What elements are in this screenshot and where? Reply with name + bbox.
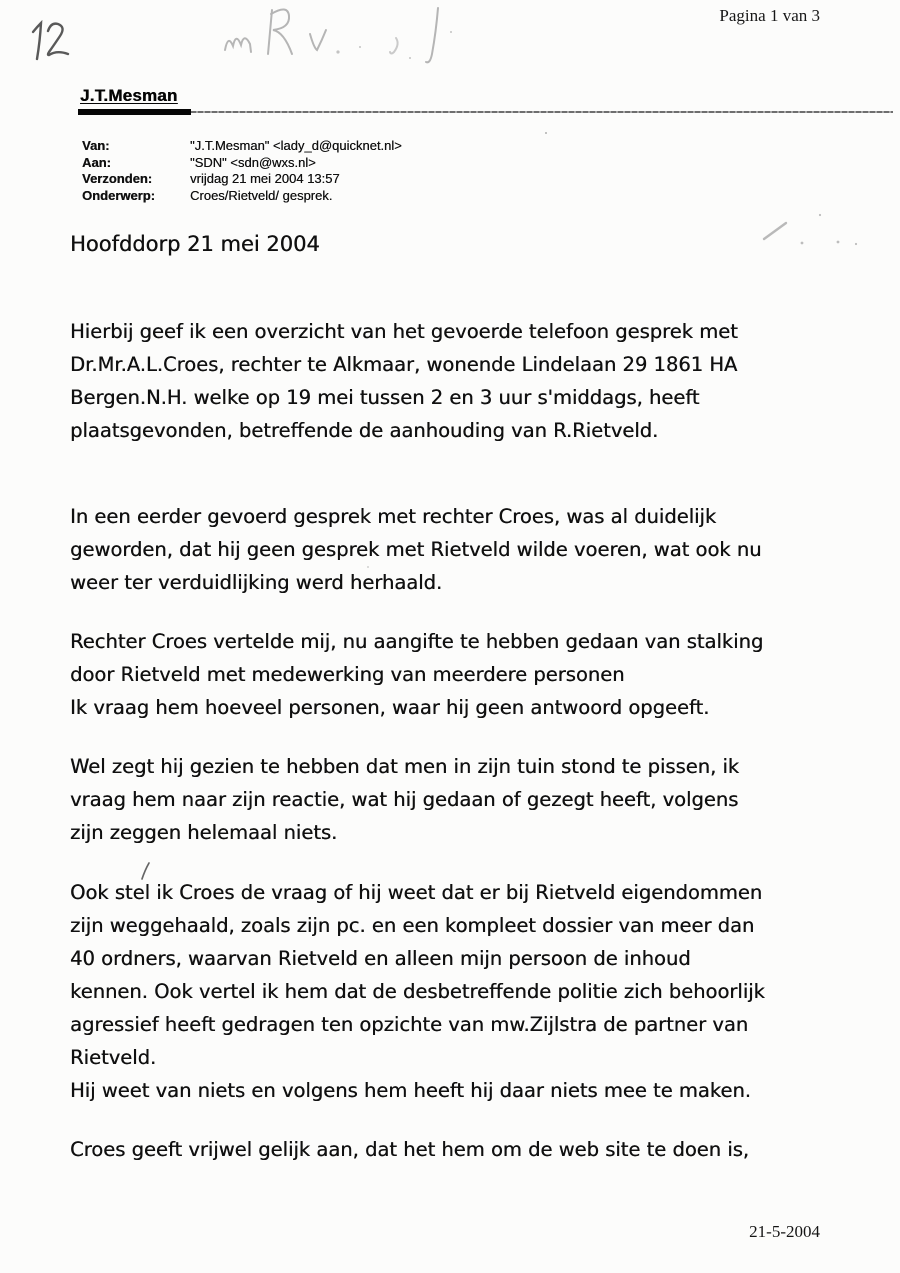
paragraph [70, 1133, 860, 1166]
letter-line: Croes geeft vrijwel gelijk aan, dat het hem om de web site te doen is, [70, 1138, 749, 1161]
letter-line: Hij weet van niets en volgens hem heeft hij daar niets mee te maken. [70, 1079, 751, 1102]
letter-line: plaatsgevonden, betreffende de aanhouding van R.Rietveld. [70, 419, 659, 442]
to-value: "SDN" <sdn@wxs.nl> [190, 154, 316, 170]
paragraph [70, 876, 860, 1107]
email-header-row-sent [82, 171, 402, 188]
dateline: Hoofddorp 21 mei 2004 [70, 232, 320, 256]
letter-line: Dr.Mr.A.L.Croes, rechter te Alkmaar, wonende Lindelaan 29 1861 HA [70, 353, 738, 376]
sent-label: Verzonden: [82, 171, 153, 186]
letterhead-name: J.T.Mesman [80, 86, 178, 105]
paragraph [70, 500, 860, 599]
email-header-row-from [82, 138, 402, 155]
email-header [82, 138, 402, 204]
page-indicator: Pagina 1 van 3 [719, 6, 820, 25]
paragraph [70, 750, 860, 849]
letter-line: Ook stel ik Croes de vraag of hij weet dat er bij Rietveld eigendommen [70, 881, 763, 904]
scan-speck [545, 132, 547, 134]
letter-line: agressief heeft gedragen ten opzichte van mw.Zijlstra de partner van [70, 1013, 749, 1036]
letter-line: kennen. Ook vertel ik hem dat de desbetreffende politie zich behoorlijk [70, 980, 765, 1003]
letter-line: Hierbij geef ik een overzicht van het gevoerde telefoon gesprek met [70, 320, 738, 343]
letter-line: 40 ordners, waarvan Rietveld en alleen mijn persoon de inhoud [70, 947, 691, 970]
letter-line: zijn weggehaald, zoals zijn pc. en een kompleet dossier van meer dan [70, 914, 755, 937]
from-value: "J.T.Mesman" <lady_d@quicknet.nl> [190, 138, 402, 153]
letter-line: Rechter Croes vertelde mij, nu aangifte te hebben gedaan van stalking [70, 630, 764, 653]
letterhead-thick-underline [78, 109, 191, 115]
handwritten-note [210, 2, 460, 82]
letter-line: geworden, dat hij geen gesprek met Rietveld wilde voeren, wat ook nu [70, 538, 762, 561]
letter-line: zijn zeggen helemaal niets. [70, 821, 338, 844]
letter-body [70, 228, 860, 1166]
from-label: Van: [82, 138, 110, 153]
letter-line: vraag hem naar zijn reactie, wat hij gedaan of gezegt heeft, volgens [70, 788, 739, 811]
letter-line: Bergen.N.H. welke op 19 mei tussen 2 en 3 uur s'middags, heeft [70, 386, 700, 409]
subject-label: Onderwerp: [82, 187, 155, 203]
to-label: Aan: [82, 154, 111, 170]
footer-date: 21-5-2004 [749, 1222, 820, 1241]
email-header-row-to [82, 155, 402, 172]
letterhead-rule-line [191, 111, 893, 113]
paragraph [70, 625, 860, 724]
letter-line: door Rietveld met medewerking van meerdere personen [70, 663, 625, 686]
sent-value: vrijdag 21 mei 2004 13:57 [190, 171, 340, 186]
letter-line: Ik vraag hem hoeveel personen, waar hij geen antwoord opgeeft. [70, 696, 710, 719]
email-header-row-subject [82, 188, 402, 205]
letter-line: weer ter verduidlijking werd herhaald. [70, 571, 443, 594]
subject-value: Croes/Rietveld/ gesprek. [190, 187, 333, 203]
handwritten-number-12 [24, 14, 78, 64]
paragraph [70, 315, 860, 447]
letter-line: Wel zegt hij gezien te hebben dat men in zijn tuin stond te pissen, ik [70, 755, 740, 778]
letter-line: In een eerder gevoerd gesprek met rechter Croes, was al duidelijk [70, 505, 717, 528]
letter-line: Rietveld. [70, 1046, 157, 1069]
